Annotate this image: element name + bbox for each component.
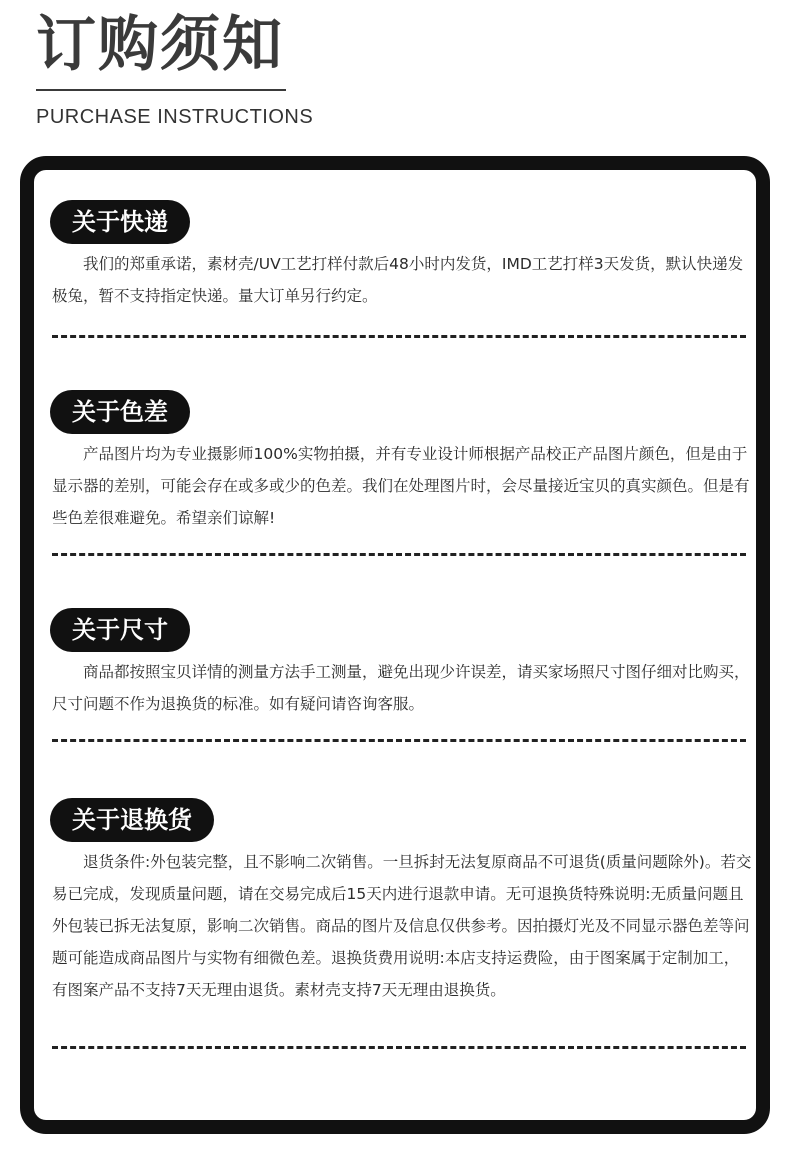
dashed-divider bbox=[52, 1046, 746, 1049]
title-underline bbox=[36, 89, 286, 91]
page-title: 订购须知 bbox=[36, 10, 284, 80]
page-subtitle: PURCHASE INSTRUCTIONS bbox=[36, 106, 314, 128]
section-body: 退货条件:外包装完整，且不影响二次销售。一旦拆封无法复原商品不可退货(质量问题除外)。若交易已完成，发现质量问题，请在交易完成后15天内进行退款申请。无可退换货特殊说明:无质量问题且外包装已拆无法复原，影响二次销售。商品的图片及信息仅供参考。因拍摄灯光及不同显示器色差等问题可能造成商品图片与实物有细微色差。退换货费用说明:本店支持运费险，由于图案属于定制加工，有图案产品不支持7天无理由退货。素材壳支持7天无理由退换货。 bbox=[52, 853, 752, 999]
dashed-divider bbox=[52, 335, 746, 338]
instructions-frame bbox=[20, 156, 770, 1134]
section-body: 产品图片均为专业摄影师100%实物拍摄，并有专业设计师根据产品校正产品图片颜色，但是由于显示器的差别，可能会存在或多或少的色差。我们在处理图片时，会尽量接近宝贝的真实颜色。但是有些色差很难避免。希望亲们谅解! bbox=[52, 445, 750, 527]
section-title-pill: 关于退换货 bbox=[50, 798, 214, 842]
section-title-pill: 关于尺寸 bbox=[50, 608, 190, 652]
section-body: 商品都按照宝贝详情的测量方法手工测量，避免出现少许误差，请买家场照尺寸图仔细对比购买，尺寸问题不作为退换货的标准。如有疑问请咨询客服。 bbox=[52, 663, 750, 713]
section-title-pill: 关于快递 bbox=[50, 200, 190, 244]
dashed-divider bbox=[52, 739, 746, 742]
dashed-divider bbox=[52, 553, 746, 556]
section-body: 我们的郑重承诺，素材壳/UV工艺打样付款后48小时内发货，IMD工艺打样3天发货，默认快递发极兔，暂不支持指定快递。量大订单另行约定。 bbox=[52, 255, 744, 305]
section-title-pill: 关于色差 bbox=[50, 390, 190, 434]
